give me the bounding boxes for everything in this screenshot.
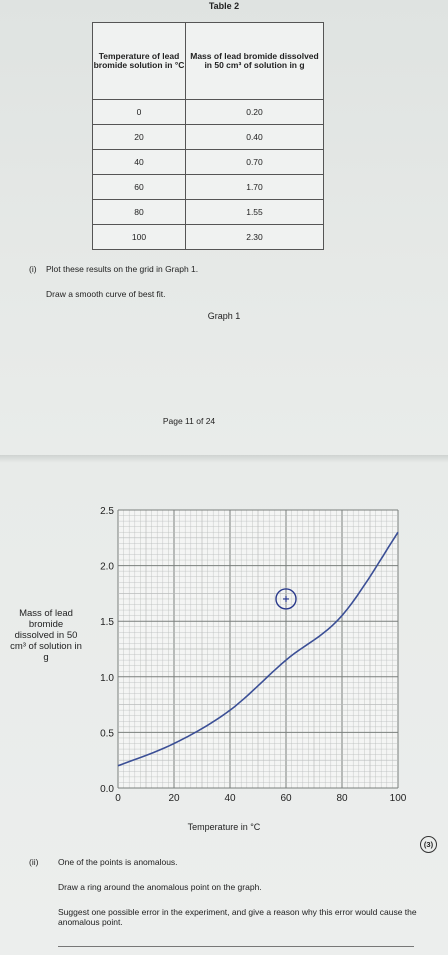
- cell-temp: 100: [93, 225, 186, 250]
- cell-mass: 1.55: [186, 200, 324, 225]
- cell-temp: 20: [93, 125, 186, 150]
- graph-title: Graph 1: [207, 311, 241, 321]
- x-tick-label: 80: [336, 793, 348, 804]
- x-axis-label: Temperature in °C: [187, 822, 261, 832]
- question-i-text: Plot these results on the grid in Graph 1.: [46, 264, 199, 274]
- cell-temp: 60: [93, 175, 186, 200]
- question-i-number: (i): [29, 264, 37, 274]
- x-tick-label: 100: [389, 793, 407, 804]
- y-tick-label: 0.0: [100, 784, 114, 795]
- x-tick-label: 0: [115, 793, 121, 804]
- marks-badge: (3): [420, 836, 437, 853]
- cell-mass: 0.70: [186, 150, 324, 175]
- question-ii-text: One of the points is anomalous.: [58, 857, 178, 867]
- page-footer: Page 11 of 24: [162, 416, 216, 426]
- answer-line: [58, 946, 414, 947]
- question-ii-number: (ii): [29, 857, 39, 867]
- graph-grid: [118, 510, 398, 788]
- x-tick-label: 40: [224, 793, 236, 804]
- y-tick-label: 2.0: [100, 561, 114, 573]
- cell-mass: 2.30: [186, 225, 324, 250]
- y-tick-label: 1.5: [100, 617, 114, 629]
- table-header-mass: Mass of lead bromide dissolved in 50 cm³ of solution in g: [186, 23, 324, 100]
- table-header-temperature: Temperature of lead bromide solution in °C: [93, 23, 186, 100]
- cell-mass: 1.70: [186, 175, 324, 200]
- x-tick-label: 60: [280, 793, 292, 804]
- question-ii-instruction: Draw a ring around the anomalous point on the graph.: [58, 882, 262, 892]
- cell-mass: 0.20: [186, 100, 324, 125]
- cell-temp: 40: [93, 150, 186, 175]
- question-ii-suggest: Suggest one possible error in the experiment, and give a reason why this error would cause the anomalous point.: [58, 907, 417, 927]
- cell-temp: 80: [93, 200, 186, 225]
- cell-mass: 0.40: [186, 125, 324, 150]
- question-i-instruction: Draw a smooth curve of best fit.: [46, 289, 166, 299]
- table-title: Table 2: [208, 1, 240, 11]
- y-tick-label: 1.0: [100, 672, 114, 684]
- cell-temp: 0: [93, 100, 186, 125]
- y-axis-label: Mass of lead bromide dissolved in 50 cm³ of solution in g: [10, 608, 82, 663]
- y-tick-label: 0.5: [100, 728, 114, 740]
- x-tick-label: 20: [168, 793, 180, 804]
- y-tick-label: 2.5: [100, 506, 114, 517]
